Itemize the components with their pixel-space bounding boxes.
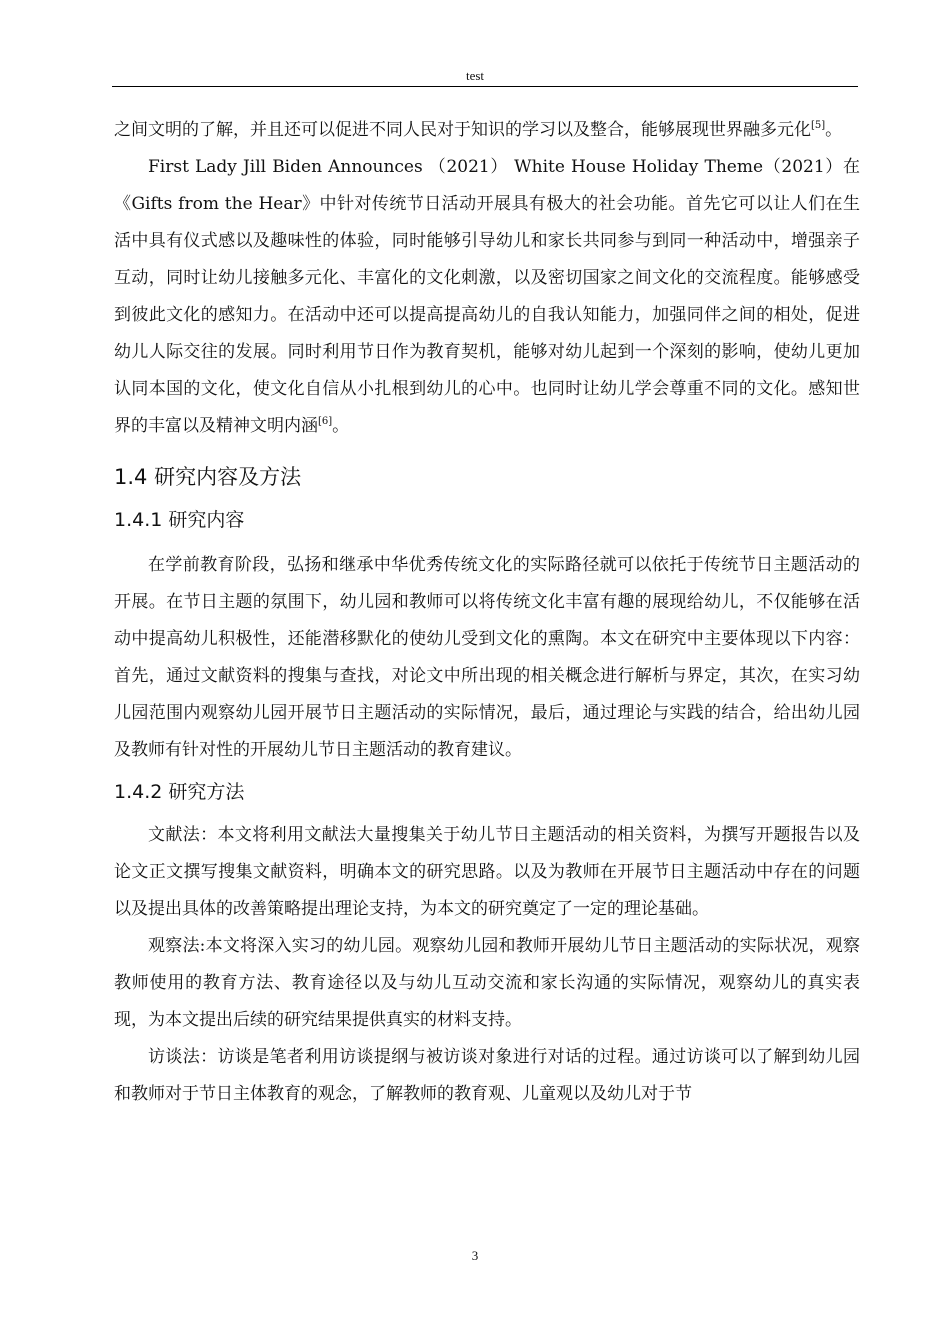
header-rule [112, 86, 858, 87]
paragraph-method-literature: 文献法：本文将利用文献法大量搜集关于幼儿节日主题活动的相关资料，为撰写开题报告以及论文正文撰写搜集文献资料，明确本文的研究思路。以及为教师在开展节日主题活动中存在的问题以及提出具体的改善策略提出理论支持，为本文的研究奠定了一定的理论基础。 [114, 825, 860, 919]
paragraph-method-observation: 观察法:本文将深入实习的幼儿园。观察幼儿园和教师开展幼儿节日主题活动的实际状况，观察教师使用的教育方法、教育途径以及与幼儿互动交流和家长沟通的实际情况，观察幼儿的真实表现，为本文提出后续的研究结果提供真实的材料支持。 [114, 936, 860, 1030]
paragraph-continuation [114, 112, 860, 149]
page-header: test [465, 68, 485, 83]
paragraph-method-interview: 访谈法：访谈是笔者利用访谈提纲与被访谈对象进行对话的过程。通过访谈可以了解到幼儿园和教师对于节日主体教育的观念，了解教师的教育观、儿童观以及幼儿对于节 [114, 1047, 860, 1104]
section-heading: 1.4 研究内容及方法 [114, 465, 302, 489]
paragraph-research-content: 在学前教育阶段，弘扬和继承中华优秀传统文化的实际路径就可以依托于传统节日主题活动的开展。在节日主题的氛围下，幼儿园和教师可以将传统文化丰富有趣的展现给幼儿，不仅能够在活动中提高幼儿积极性，还能潜移默化的使幼儿受到文化的熏陶。本文在研究中主要体现以下内容：首先，通过文献资料的搜集与查找，对论文中所出现的相关概念进行解析与界定，其次，在实习幼儿园范围内观察幼儿园开展节日主题活动的实际情况，最后，通过理论与实践的结合，给出幼儿园及教师有针对性的开展幼儿节日主题活动的教育建议。 [114, 555, 860, 760]
paragraph-end: 。 [825, 120, 843, 140]
subsection-heading-methods: 1.4.2 研究方法 [114, 781, 245, 803]
paragraph-text: 之间文明的了解，并且还可以促进不同人民对于知识的学习以及整合，能够展现世界融多元化 [114, 120, 811, 140]
paragraph-text: First Lady Jill Biden Announces （2021） White House Holiday Theme（2021）在《Gifts from the Hear》中针对传统节日活动开展具有极大的社会功能。首先它可以让人们在生活中具有仪式感以及趣味性的体验，同时能够引导幼儿和家长共同参与到同一种活动中，增强亲子互动，同时让幼儿接触多元化、丰富化的文化刺激，以及密切国家之间文化的交流程度。能够感受到彼此文化的感知力。在活动中还可以提高提高幼儿的自我认知能力，加强同伴之间的相处，促进幼儿人际交往的发展。同时利用节日作为教育契机，能够对幼儿起到一个深刻的影响，使幼儿更加认同本国的文化，使文化自信从小扎根到幼儿的心中。也同时让幼儿学会尊重不同的文化。感知世界的丰富以及精神文明内涵 [114, 157, 860, 436]
paragraph-social-function [114, 149, 860, 445]
citation-ref: [6] [318, 416, 333, 427]
paragraph-end: 。 [332, 416, 350, 436]
subsection-heading-content: 1.4.1 研究内容 [114, 509, 245, 531]
page-number: 3 [471, 1248, 479, 1263]
citation-ref: [5] [811, 120, 826, 131]
document-body [114, 112, 860, 1113]
